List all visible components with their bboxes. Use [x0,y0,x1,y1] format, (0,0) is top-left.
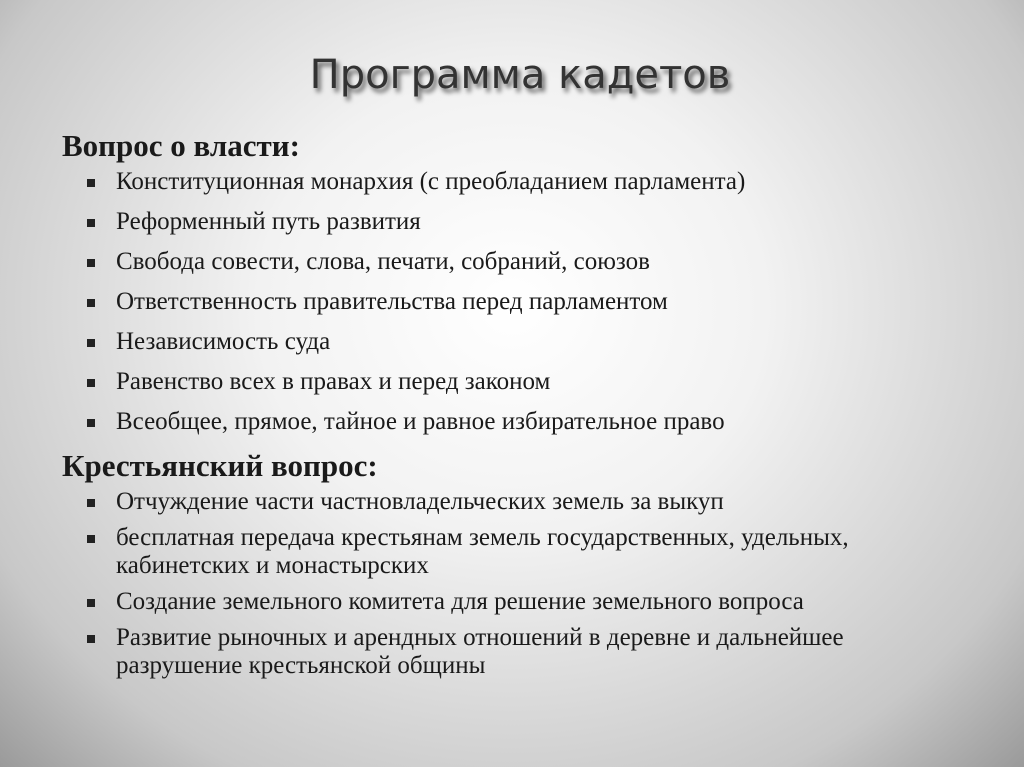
section-heading-power: Вопрос о власти: [62,128,300,163]
peasant-list [62,488,962,680]
list-item: Равенство всех в правах и перед законом [116,368,962,396]
list-item: Конституционная монархия (с преобладанием парламента) [116,168,962,196]
power-list [62,168,962,436]
list-item: Создание земельного комитета для решение земельного вопроса [116,588,962,616]
list-item: Независимость суда [116,328,962,356]
slide-content [62,128,962,688]
list-item: Ответственность правительства перед парламентом [116,288,962,316]
list-item: Свобода совести, слова, печати, собраний, союзов [116,248,962,276]
list-item: Развитие рыночных и арендных отношений в деревне и дальнейшее разрушение крестьянской общины [116,624,962,680]
slide-title: Программа кадетов [309,52,731,98]
list-item: Всеобщее, прямое, тайное и равное избирательное право [116,408,962,436]
list-item: Отчуждение части частновладельческих земель за выкуп [116,488,962,516]
list-item: Реформенный путь развития [116,208,962,236]
section-heading-peasant: Крестьянский вопрос: [62,448,378,483]
list-item: бесплатная передача крестьянам земель государственных, удельных, кабинетских и монастырских [116,524,962,580]
